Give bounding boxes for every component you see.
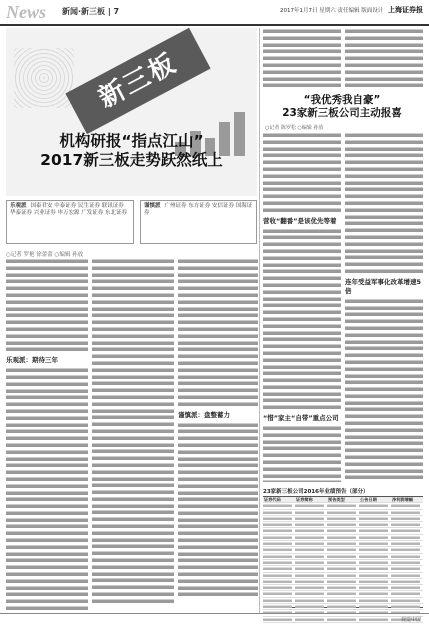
table-cell <box>295 516 324 521</box>
table-cell <box>391 573 420 578</box>
section-title: 新闻·新三板 | 7 <box>62 7 120 16</box>
table-cell <box>263 560 292 565</box>
table-cell <box>327 535 356 540</box>
cautious-box <box>140 200 257 244</box>
hero-summary-boxes <box>6 200 257 246</box>
table-cell <box>327 503 356 508</box>
table-cell <box>359 591 388 596</box>
table-cell <box>359 598 388 603</box>
table-header-cell: 公告日期 <box>360 497 377 502</box>
column-divider <box>259 28 260 613</box>
table-cell <box>295 591 324 596</box>
body-text <box>6 258 88 353</box>
table-cell <box>359 510 388 515</box>
table-cell <box>391 560 420 565</box>
masthead-meta <box>280 5 423 15</box>
issue-meta: 2017年1月7日 星期六 责任编辑 版面设计 <box>280 8 384 14</box>
table-cell <box>263 516 292 521</box>
table-cell <box>359 573 388 578</box>
subhead-cautious: 谨慎派：盘整蓄力 <box>178 410 230 419</box>
table-cell <box>359 604 388 609</box>
page-footer <box>0 613 429 626</box>
table-cell <box>295 573 324 578</box>
table-cell <box>263 554 292 559</box>
body-text <box>263 425 341 482</box>
table-cell <box>327 516 356 521</box>
table-cell <box>295 547 324 552</box>
subhead-key-companies: “惜”家主“自带”重点公司 <box>263 414 339 423</box>
table-cell <box>327 541 356 546</box>
photo-credit: 视觉中国 <box>400 617 421 623</box>
table-cell <box>263 503 292 508</box>
table-cell <box>359 585 388 590</box>
table-cell <box>359 579 388 584</box>
table-cell <box>327 566 356 571</box>
table-cell <box>359 547 388 552</box>
table-cell <box>359 503 388 508</box>
table-cell <box>359 560 388 565</box>
table-cell <box>263 585 292 590</box>
table-cell <box>263 573 292 578</box>
headline-line2: 2017新三板走势跃然纸上 <box>40 151 223 169</box>
table-cell <box>391 522 420 527</box>
table-cell <box>263 541 292 546</box>
headline <box>6 132 257 170</box>
table-cell <box>295 510 324 515</box>
headline-line1: 机构研报“指点江山” <box>59 132 204 150</box>
subhead-revenue: 营收“翻番”是该优先等着 <box>263 216 337 225</box>
right-byline: ○记者 陈罗松 ○编辑 孙放 <box>265 125 324 131</box>
subhead-optimist: 乐观派：期待三年 <box>6 356 58 365</box>
table-cell <box>263 604 292 609</box>
table-cell <box>263 510 292 515</box>
body-text <box>263 132 341 214</box>
table-cell <box>263 535 292 540</box>
table-cell <box>391 547 420 552</box>
right-top-column-1 <box>263 28 341 90</box>
body-text <box>178 422 258 599</box>
optimist-box <box>6 200 134 244</box>
optimist-label: 乐观派 <box>10 203 27 209</box>
table-cell <box>263 598 292 603</box>
left-column-3 <box>178 258 258 610</box>
right-column-2 <box>345 132 423 482</box>
hero-illustration <box>6 28 257 196</box>
table-cell <box>327 598 356 603</box>
table-cell <box>327 522 356 527</box>
table-cell <box>391 598 420 603</box>
left-byline: ○记者 罗艳 徐蕾蕾 ○编辑 孙放 <box>6 252 84 258</box>
masthead <box>0 0 429 26</box>
table-cell <box>391 554 420 559</box>
table-cell <box>327 560 356 565</box>
table-header-cell: 净利润增幅 <box>392 497 413 502</box>
table-cell <box>327 585 356 590</box>
table-cell <box>359 516 388 521</box>
earnings-table <box>263 496 423 608</box>
table-cell <box>391 585 420 590</box>
hero-dots-pattern <box>14 48 74 108</box>
left-column-2 <box>92 258 174 610</box>
table-cell <box>327 591 356 596</box>
table-cell <box>263 566 292 571</box>
table-cell <box>391 535 420 540</box>
body-text <box>178 258 258 408</box>
table-cell <box>263 579 292 584</box>
table-cell <box>391 566 420 571</box>
subhead-military: 连年受益军事化改革增速5倍 <box>345 277 422 295</box>
table-cell <box>263 547 292 552</box>
table-cell <box>327 528 356 533</box>
table-cell <box>391 510 420 515</box>
table-cell <box>391 528 420 533</box>
table-cell <box>295 566 324 571</box>
table-cell <box>327 554 356 559</box>
cautious-label: 谨慎派 <box>144 203 161 209</box>
table-cell <box>391 516 420 521</box>
paper-name: 上海证券报 <box>388 5 423 14</box>
table-cell <box>295 585 324 590</box>
table-cell <box>391 541 420 546</box>
table-cell <box>359 566 388 571</box>
table-cell <box>391 591 420 596</box>
table-cell <box>295 535 324 540</box>
right-headline-line1: “我优秀我自豪” <box>303 94 381 106</box>
body-text <box>345 298 423 482</box>
table-cell <box>359 541 388 546</box>
table-cell <box>359 554 388 559</box>
table-cell <box>327 510 356 515</box>
body-text <box>263 28 341 89</box>
table-cell <box>295 541 324 546</box>
table-cell <box>295 579 324 584</box>
table-cell <box>391 503 420 508</box>
body-text <box>92 258 174 605</box>
table-cell <box>295 598 324 603</box>
table-cell <box>263 522 292 527</box>
table-cell <box>295 522 324 527</box>
table-cell <box>263 591 292 596</box>
table-header-cell: 证券简称 <box>296 497 313 502</box>
table-cell <box>327 573 356 578</box>
table-header-cell: 预告类型 <box>328 497 345 502</box>
table-header-cell: 证券代码 <box>264 497 281 502</box>
table-body <box>263 503 423 623</box>
table-title: 23家新三板公司2016年业绩预告（部分） <box>263 489 369 495</box>
table-cell <box>327 547 356 552</box>
table-cell <box>295 560 324 565</box>
table-cell <box>295 604 324 609</box>
body-text <box>6 367 88 610</box>
body-text <box>345 28 423 89</box>
table-cell <box>295 554 324 559</box>
table-cell <box>359 522 388 527</box>
table-cell <box>359 528 388 533</box>
table-cell <box>359 535 388 540</box>
body-text <box>263 228 341 412</box>
body-text <box>345 132 423 275</box>
table-cell <box>295 528 324 533</box>
optimist-text: 国泰君安 中泰证券 民生证券 联讯证券 华泰证券 兴业证券 申万宏源 广发证券 东北证券 <box>10 203 127 216</box>
table-cell <box>327 579 356 584</box>
table-cell <box>295 503 324 508</box>
cautious-text: 广州证券 东方证券 安信证券 国海证券 <box>144 203 253 216</box>
left-column-1 <box>6 258 88 610</box>
hero-ribbon-text: 新三板 <box>93 48 183 114</box>
table-cell <box>391 604 420 609</box>
right-headline <box>261 94 423 120</box>
right-top-column-2 <box>345 28 423 90</box>
table-cell <box>327 604 356 609</box>
table-cell <box>263 528 292 533</box>
right-column-1 <box>263 132 341 482</box>
right-headline-line2: 23家新三板公司主动报喜 <box>282 107 402 119</box>
table-cell <box>391 579 420 584</box>
news-logo: News <box>6 2 46 22</box>
